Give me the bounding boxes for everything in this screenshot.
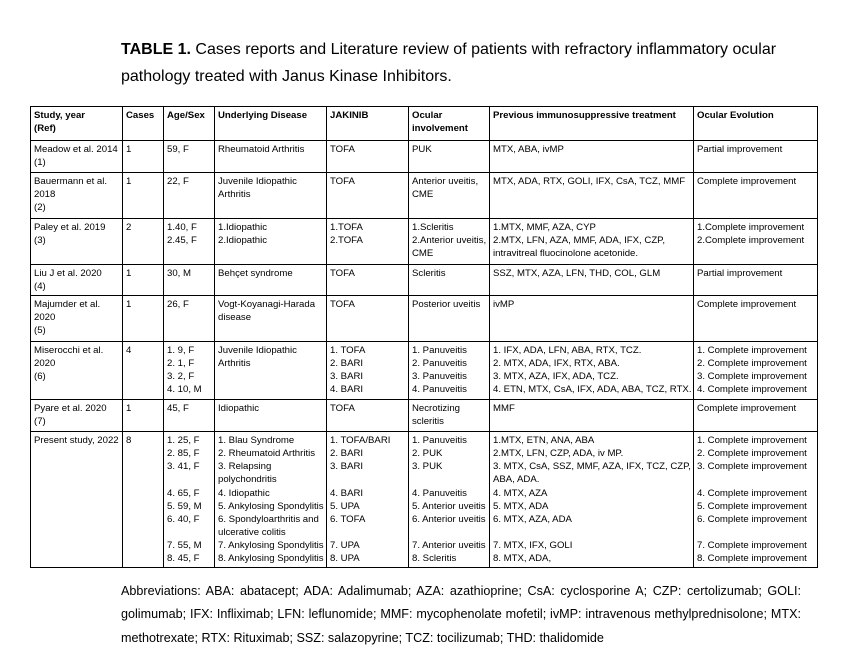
cell-line: 5. MTX, ADA [493,500,549,512]
cell-line [412,473,486,486]
cell-line: Cases [126,110,155,121]
cell-line: Ocular Evolution [697,110,774,121]
cell-line: 2.MTX, LFN, CZP, ADA, iv MP. [493,448,624,460]
cell-line: 7. Complete improvement [697,539,807,551]
cell-line: Complete improvement [697,176,797,187]
column-header-underlying-disease [215,107,327,141]
cell-line: 4. Panuveitis [412,384,467,396]
cell-line: 3. Complete improvement [697,371,807,383]
cell-jakinib [327,342,409,400]
cell-line: Partial improvement [697,268,783,279]
cell-line [330,473,405,486]
column-header-study [31,107,123,141]
cell-line: 2. Complete improvement [697,448,807,460]
cell-line: 7. MTX, IFX, GOLI [493,539,573,551]
cell-line: (7) [34,416,46,428]
cell-ocular-evolution [694,342,818,400]
cell-line: 2. BARI [330,358,364,370]
cell-ocular-involvement [409,296,490,342]
cell-cases [123,265,164,296]
cell-line: Idiopathic [218,403,260,415]
cell-line [167,526,211,539]
cell-line: Vogt-Koyanagi-Harada [218,299,316,311]
cell-ocular-involvement [409,219,490,265]
cell-line: 2. Rheumatoid Arthritis [218,448,316,460]
cell-age-sex [164,173,215,219]
cell-cases [123,173,164,219]
cell-line: 1 [126,268,132,279]
cell-line: 1.MTX, ETN, ANA, ABA [493,435,595,447]
cell-line: 2.TOFA [330,235,363,247]
cell-line: 3. Complete improvement [697,461,807,473]
cell-age-sex [164,432,215,568]
cell-previous-treatment [490,219,694,265]
cell-age-sex [164,265,215,296]
cell-study [31,141,123,173]
cell-line: Juvenile Idiopathic [218,176,297,187]
cell-line: Liu J et al. 2020 [34,268,102,279]
cell-line: Age/Sex [167,110,205,121]
column-header-cases [123,107,164,141]
cell-age-sex [164,141,215,173]
cell-line: CME [412,248,434,260]
cell-line: disease [218,312,252,324]
table-body [31,141,818,568]
cell-cases [123,219,164,265]
cell-line: JAKINIB [330,110,369,121]
cell-line: (3) [34,235,46,247]
cell-line: involvement [412,123,468,135]
cell-study [31,265,123,296]
cases-table [30,106,818,568]
cell-ocular-evolution [694,219,818,265]
cell-ocular-involvement [409,173,490,219]
cell-jakinib [327,141,409,173]
cell-line [493,526,690,539]
cell-line: 4. BARI [330,487,364,499]
cell-line: 2. Panuveitis [412,358,467,370]
cell-line: ulcerative colitis [218,526,286,538]
cell-line: Posterior uveitis [412,299,481,311]
cell-line: TOFA [330,144,355,155]
cell-line: Majumder et al. [34,299,101,311]
cell-line: 2. Complete improvement [697,358,807,370]
cell-line: 1.TOFA [330,222,363,233]
column-header-previous-treatment [490,107,694,141]
cell-cases [123,141,164,173]
cell-age-sex [164,342,215,400]
header-row [31,107,818,141]
cell-line: 1. Blau Syndrome [218,435,295,447]
cell-line: 2.45, F [167,235,197,247]
cell-line: 2.Idiopathic [218,235,268,247]
cell-line: 1. IFX, ADA, LFN, ABA, RTX, TCZ. [493,345,642,357]
cell-line: 2020 [34,312,56,324]
cell-line: (4) [34,281,46,293]
column-header-ocular-evolution [694,107,818,141]
cell-line: 1.40, F [167,222,197,233]
cell-line: 4. 10, M [167,384,202,396]
cell-line: 3. PUK [412,461,443,473]
cell-line: 4. 65, F [167,487,200,499]
cell-jakinib [327,219,409,265]
cell-line: 4. BARI [330,384,364,396]
cell-line: ivMP [493,299,515,311]
cell-age-sex [164,400,215,432]
cell-line: Juvenile Idiopathic [218,345,297,357]
cell-previous-treatment [490,141,694,173]
cell-line: Study, year [34,110,86,121]
cell-line: 2. BARI [330,448,364,460]
cell-line: 6. Spondyloarthritis and [218,513,319,525]
cell-line: 1 [126,176,132,187]
cell-line: 5. 59, M [167,500,202,512]
cell-line: MTX, ABA, ivMP [493,144,564,155]
cell-ocular-evolution [694,400,818,432]
cell-line: 4. Complete improvement [697,384,807,396]
cell-line: 3. 41, F [167,461,200,473]
cell-study [31,342,123,400]
cell-previous-treatment [490,173,694,219]
cell-line: 1.Complete improvement [697,222,805,233]
cell-line: 4. MTX, AZA [493,487,548,499]
table-label: TABLE 1. [121,41,191,58]
cell-line: 3. BARI [330,371,364,383]
cell-line: 1.Idiopathic [218,222,268,233]
cell-study [31,219,123,265]
cell-ocular-involvement [409,342,490,400]
cell-line: PUK [412,144,432,155]
cell-line: 4. Panuveitis [412,487,467,499]
cell-line: Ocular [412,110,443,121]
cell-line: 2. 1, F [167,358,195,370]
cell-line: Complete improvement [697,403,797,415]
cell-line: 2.MTX, LFN, AZA, MMF, ADA, IFX, CZP, [493,235,666,247]
table-caption [121,36,781,90]
cell-study [31,400,123,432]
cell-line: 1. Panuveitis [412,435,467,447]
cell-line: MTX, ADA, RTX, GOLI, IFX, CsA, TCZ, MMF [493,176,686,187]
cell-jakinib [327,265,409,296]
cell-line: CME [412,189,434,201]
cell-underlying-disease [215,219,327,265]
cell-line: 1 [126,144,132,155]
cell-line [697,473,814,486]
cell-ocular-evolution [694,141,818,173]
cell-previous-treatment [490,296,694,342]
cell-previous-treatment [490,400,694,432]
cell-cases [123,296,164,342]
cell-underlying-disease [215,141,327,173]
cell-line: Scleritis [412,268,446,279]
cell-line: Miserocchi et al. [34,345,104,357]
cell-line: 8. 45, F [167,553,200,565]
column-header-age-sex [164,107,215,141]
cell-line: 8. Scleritis [412,553,457,565]
abbreviations-note: Abbreviations: ABA: abatacept; ADA: Adalimumab; AZA: azathioprine; CsA: cyclosporine A; CZP: certolizumab; GOLI: golimumab; IFX: Infliximab; LFN: leflunomide; MMF: mycophenolate mofetil; ivMP: intravenous methylprednisolone; MTX: methotrexate; RTX: Rituximab; SSZ: salazopyrine; TCZ: tocilizumab; THD: thalidomide [121,584,801,645]
cell-line: 2. MTX, ADA, IFX, RTX, ABA. [493,358,620,370]
table-title: Cases reports and Literature review of patients with refractory inflammatory ocular pathology treated with Janus Kinase Inhibitors. [121,41,777,85]
cell-line: 5. Complete improvement [697,500,807,512]
cell-line: 1. Panuveitis [412,345,467,357]
cell-line: Behçet syndrome [218,268,293,279]
cell-underlying-disease [215,400,327,432]
cell-line: TOFA [330,268,355,279]
cell-cases [123,432,164,568]
cell-line: Underlying Disease [218,110,308,121]
cell-line: (6) [34,371,46,383]
cell-line: 6. MTX, AZA, ADA [493,513,572,525]
cell-line: 1.MTX, MMF, AZA, CYP [493,222,596,233]
cell-underlying-disease [215,265,327,296]
cell-line: 6. 40, F [167,513,200,525]
cell-line: Arthritis [218,358,251,370]
cell-line: Rheumatoid Arthritis [218,144,305,155]
column-header-jakinib [327,107,409,141]
cell-underlying-disease [215,432,327,568]
cell-line: MMF [493,403,515,415]
cell-ocular-involvement [409,432,490,568]
cell-line: 59, F [167,144,189,155]
cell-line: (Ref) [34,123,56,135]
cell-line: scleritis [412,416,444,428]
cell-line: 1 [126,299,132,311]
cell-ocular-involvement [409,400,490,432]
cell-line: TOFA [330,176,355,187]
cell-line: 2. 85, F [167,448,200,460]
cell-study [31,296,123,342]
table-row [31,400,818,432]
cell-underlying-disease [215,173,327,219]
cell-line: Bauermann et al. [34,176,108,187]
cell-line: 5. Ankylosing Spondylitis [218,500,324,512]
cell-line: 1. TOFA [330,345,366,357]
cell-line: ABA, ADA. [493,474,540,486]
column-header-ocular-involvement [409,107,490,141]
cell-line: 7. Anterior uveitis [412,539,486,551]
cell-line: 8. UPA [330,553,360,565]
cell-line [330,526,405,539]
cell-line: 1.Scleritis [412,222,454,233]
cell-line: 1. TOFA/BARI [330,435,391,447]
cell-line: Complete improvement [697,299,797,311]
cell-ocular-evolution [694,296,818,342]
cell-line [412,526,486,539]
cell-line: 3. 2, F [167,371,195,383]
cell-previous-treatment [490,342,694,400]
cell-line: 4. ETN, MTX, CsA, IFX, ADA, ABA, TCZ, RTX. [493,384,692,396]
cell-line: 7. 55, M [167,539,202,551]
cell-ocular-evolution [694,432,818,568]
cell-line: 22, F [167,176,189,187]
cell-line: Anterior uveitis, [412,176,479,187]
cell-line: 6. Complete improvement [697,513,807,525]
cell-line: 45, F [167,403,189,415]
cell-line: 8 [126,435,132,447]
cell-line: 2018 [34,189,56,201]
cell-line: Present study, 2022 [34,435,119,447]
cell-study [31,432,123,568]
cell-line: 3. Panuveitis [412,371,467,383]
cell-line: 1 [126,403,132,415]
cell-jakinib [327,296,409,342]
cell-line: Pyare et al. 2020 [34,403,107,415]
table-row [31,342,818,400]
cell-line: SSZ, MTX, AZA, LFN, THD, COL, GLM [493,268,661,279]
cell-line: TOFA [330,299,355,311]
cell-line: Necrotizing [412,403,460,415]
cell-previous-treatment [490,432,694,568]
cell-line: 7. Ankylosing Spondylitis [218,539,324,551]
cell-line: 8. Complete improvement [697,553,807,565]
table-row [31,219,818,265]
cell-line: 1. Complete improvement [697,345,807,357]
cell-line: 26, F [167,299,189,311]
cell-line: TOFA [330,403,355,415]
cell-line: 2.Anterior uveitis, [412,235,487,247]
cell-age-sex [164,296,215,342]
cell-line: 4 [126,345,132,357]
cell-line: 30, M [167,268,191,279]
cell-line: 3. BARI [330,461,364,473]
cell-line: 8. Ankylosing Spondylitis [218,553,324,565]
cell-underlying-disease [215,296,327,342]
cell-line: 6. Anterior uveitis [412,513,486,525]
cell-ocular-evolution [694,173,818,219]
cell-line: Paley et al. 2019 [34,222,106,233]
cell-line: 8. MTX, ADA, [493,553,552,565]
cell-age-sex [164,219,215,265]
cell-line: 6. TOFA [330,513,366,525]
cell-line: 1. 25, F [167,435,200,447]
table-row [31,141,818,173]
cell-underlying-disease [215,342,327,400]
cell-ocular-involvement [409,265,490,296]
cell-cases [123,400,164,432]
cell-line: 5. Anterior uveitis [412,500,486,512]
cell-ocular-evolution [694,265,818,296]
cell-line: 2. PUK [412,448,443,460]
cell-line [697,526,814,539]
cell-line: 2020 [34,358,56,370]
cell-line: 4. Idiopathic [218,487,270,499]
table-row [31,296,818,342]
cell-jakinib [327,173,409,219]
cell-line: 3. MTX, AZA, IFX, ADA, TCZ. [493,371,619,383]
table-row [31,173,818,219]
cell-jakinib [327,400,409,432]
cell-line: 1. Complete improvement [697,435,807,447]
cell-line: 2 [126,222,132,233]
cell-study [31,173,123,219]
cell-line: Previous immunosuppressive treatment [493,110,676,121]
table-row [31,265,818,296]
cell-line: 1. 9, F [167,345,195,357]
cell-previous-treatment [490,265,694,296]
cell-line: 5. UPA [330,500,360,512]
cell-jakinib [327,432,409,568]
cell-line: 7. UPA [330,539,360,551]
cell-line [167,473,211,486]
cell-line: (1) [34,157,46,169]
cell-line: 3. MTX, CsA, SSZ, MMF, AZA, IFX, TCZ, CZP, [493,461,691,473]
cell-line: intravitreal fluocinolone acetonide. [493,248,639,260]
cell-ocular-involvement [409,141,490,173]
table-row [31,432,818,568]
cell-line: 3. Relapsing [218,461,272,473]
cell-line: 2.Complete improvement [697,235,805,247]
cell-line: Meadow et al. 2014 [34,144,118,155]
cell-line: Arthritis [218,189,251,201]
cell-line: 4. Complete improvement [697,487,807,499]
cell-line: (2) [34,202,46,214]
cell-line: polychondritis [218,474,277,486]
cell-cases [123,342,164,400]
cell-line: (5) [34,325,46,337]
cell-line: Partial improvement [697,144,783,155]
